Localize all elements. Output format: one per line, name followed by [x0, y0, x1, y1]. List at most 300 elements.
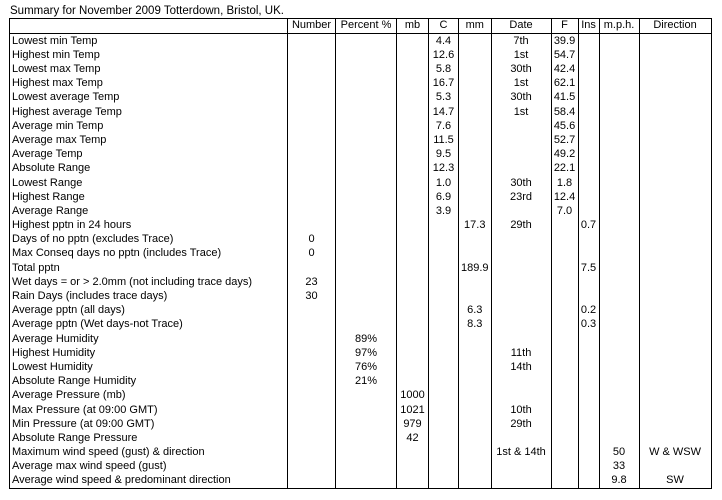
cell-label: Lowest max Temp [10, 63, 288, 77]
cell-mb [397, 119, 429, 133]
table-row [10, 219, 712, 233]
cell-f [551, 247, 578, 261]
cell-mph [599, 176, 639, 190]
cell-mb [397, 48, 429, 62]
cell-number: 0 [288, 233, 336, 247]
cell-percent [336, 389, 397, 403]
cell-mph [599, 134, 639, 148]
header-mm: mm [459, 19, 492, 34]
cell-number [288, 219, 336, 233]
cell-label: Rain Days (includes trace days) [10, 290, 288, 304]
cell-date [491, 148, 551, 162]
cell-label: Wet days = or > 2.0mm (not including trace days) [10, 275, 288, 289]
cell-percent [336, 403, 397, 417]
cell-ins: 7.5 [578, 261, 599, 275]
cell-date [491, 275, 551, 289]
cell-percent [336, 48, 397, 62]
cell-label: Average Humidity [10, 332, 288, 346]
header-f: F [551, 19, 578, 34]
cell-mm: 17.3 [459, 219, 492, 233]
cell-c: 14.7 [429, 105, 459, 119]
cell-f: 41.5 [551, 91, 578, 105]
cell-c [429, 304, 459, 318]
cell-number [288, 148, 336, 162]
cell-f: 1.8 [551, 176, 578, 190]
cell-c [429, 361, 459, 375]
cell-f [551, 219, 578, 233]
cell-direction [639, 290, 711, 304]
cell-direction [639, 460, 711, 474]
cell-mph [599, 275, 639, 289]
cell-date: 1st [491, 48, 551, 62]
cell-percent [336, 261, 397, 275]
cell-mb [397, 247, 429, 261]
cell-c [429, 318, 459, 332]
cell-direction [639, 431, 711, 445]
cell-mm [459, 417, 492, 431]
cell-f [551, 275, 578, 289]
cell-label: Average pptn (all days) [10, 304, 288, 318]
cell-mb [397, 77, 429, 91]
table-row [10, 389, 712, 403]
cell-mph [599, 204, 639, 218]
cell-mph [599, 105, 639, 119]
cell-date: 30th [491, 176, 551, 190]
cell-number [288, 190, 336, 204]
cell-mm [459, 403, 492, 417]
cell-percent [336, 219, 397, 233]
cell-direction [639, 190, 711, 204]
cell-label: Maximum wind speed (gust) & direction [10, 446, 288, 460]
cell-mb [397, 63, 429, 77]
cell-mb [397, 91, 429, 105]
cell-direction [639, 318, 711, 332]
cell-label: Average wind speed & predominant direction [10, 474, 288, 489]
cell-label: Highest Humidity [10, 346, 288, 360]
weather-summary-table [9, 18, 712, 489]
cell-f [551, 431, 578, 445]
cell-c [429, 332, 459, 346]
cell-direction [639, 332, 711, 346]
cell-direction [639, 247, 711, 261]
table-row [10, 119, 712, 133]
cell-direction [639, 162, 711, 176]
cell-percent: 21% [336, 375, 397, 389]
cell-direction [639, 403, 711, 417]
cell-mph [599, 34, 639, 49]
cell-mm [459, 332, 492, 346]
cell-f [551, 446, 578, 460]
table-row [10, 190, 712, 204]
cell-date: 29th [491, 417, 551, 431]
cell-date: 1st & 14th [491, 446, 551, 460]
table-row [10, 290, 712, 304]
cell-mb [397, 148, 429, 162]
cell-number [288, 91, 336, 105]
cell-mm: 189.9 [459, 261, 492, 275]
cell-percent [336, 446, 397, 460]
cell-label: Highest pptn in 24 hours [10, 219, 288, 233]
header-ins: Ins [578, 19, 599, 34]
cell-mm [459, 431, 492, 445]
cell-date [491, 261, 551, 275]
cell-number: 30 [288, 290, 336, 304]
table-row [10, 431, 712, 445]
cell-mb [397, 332, 429, 346]
cell-date [491, 474, 551, 489]
cell-percent [336, 290, 397, 304]
cell-label: Average Temp [10, 148, 288, 162]
cell-direction [639, 261, 711, 275]
cell-date [491, 431, 551, 445]
cell-mb [397, 162, 429, 176]
table-row [10, 148, 712, 162]
cell-ins [578, 77, 599, 91]
cell-f [551, 304, 578, 318]
cell-mph [599, 247, 639, 261]
table-row [10, 261, 712, 275]
cell-ins [578, 460, 599, 474]
cell-percent [336, 134, 397, 148]
cell-number [288, 48, 336, 62]
cell-mb [397, 134, 429, 148]
cell-direction [639, 204, 711, 218]
cell-c: 1.0 [429, 176, 459, 190]
cell-mph [599, 91, 639, 105]
table-row [10, 375, 712, 389]
cell-mph [599, 261, 639, 275]
cell-mph [599, 148, 639, 162]
cell-number [288, 375, 336, 389]
table-row [10, 34, 712, 49]
cell-mb: 1021 [397, 403, 429, 417]
table-row [10, 134, 712, 148]
cell-ins [578, 148, 599, 162]
cell-direction: SW [639, 474, 711, 489]
cell-mb [397, 190, 429, 204]
cell-direction [639, 34, 711, 49]
cell-label: Days of no pptn (excludes Trace) [10, 233, 288, 247]
table-row [10, 346, 712, 360]
cell-percent [336, 247, 397, 261]
cell-c: 16.7 [429, 77, 459, 91]
cell-percent: 76% [336, 361, 397, 375]
cell-mb [397, 318, 429, 332]
table-row [10, 304, 712, 318]
cell-ins [578, 162, 599, 176]
cell-mm [459, 190, 492, 204]
cell-direction [639, 119, 711, 133]
cell-date [491, 162, 551, 176]
cell-c: 7.6 [429, 119, 459, 133]
cell-number [288, 77, 336, 91]
cell-date: 10th [491, 403, 551, 417]
cell-percent [336, 474, 397, 489]
cell-mm [459, 176, 492, 190]
cell-direction [639, 361, 711, 375]
cell-f: 54.7 [551, 48, 578, 62]
cell-mb: 42 [397, 431, 429, 445]
cell-date [491, 134, 551, 148]
table-row [10, 176, 712, 190]
cell-number [288, 346, 336, 360]
table-row [10, 318, 712, 332]
cell-mb [397, 261, 429, 275]
cell-ins [578, 290, 599, 304]
cell-f [551, 318, 578, 332]
cell-c [429, 219, 459, 233]
cell-c: 12.3 [429, 162, 459, 176]
cell-ins [578, 332, 599, 346]
cell-direction [639, 176, 711, 190]
cell-mph [599, 219, 639, 233]
cell-mb [397, 219, 429, 233]
cell-number [288, 176, 336, 190]
cell-percent [336, 105, 397, 119]
cell-label: Absolute Range Humidity [10, 375, 288, 389]
cell-c [429, 261, 459, 275]
cell-percent [336, 190, 397, 204]
cell-direction [639, 48, 711, 62]
cell-number: 0 [288, 247, 336, 261]
cell-c: 6.9 [429, 190, 459, 204]
cell-f: 42.4 [551, 63, 578, 77]
cell-date [491, 332, 551, 346]
cell-direction [639, 63, 711, 77]
table-row [10, 460, 712, 474]
cell-direction: W & WSW [639, 446, 711, 460]
cell-number [288, 63, 336, 77]
cell-mm [459, 290, 492, 304]
cell-label: Total pptn [10, 261, 288, 275]
cell-percent [336, 304, 397, 318]
table-row [10, 77, 712, 91]
cell-date: 29th [491, 219, 551, 233]
cell-ins [578, 34, 599, 49]
cell-number [288, 403, 336, 417]
cell-mm [459, 460, 492, 474]
cell-ins [578, 119, 599, 133]
cell-mph [599, 304, 639, 318]
cell-direction [639, 417, 711, 431]
cell-label: Absolute Range [10, 162, 288, 176]
cell-number [288, 332, 336, 346]
cell-label: Average pptn (Wet days-not Trace) [10, 318, 288, 332]
cell-number [288, 162, 336, 176]
cell-percent [336, 431, 397, 445]
table-row [10, 332, 712, 346]
cell-mph [599, 346, 639, 360]
page-title: Summary for November 2009 Totterdown, Bristol, UK. [10, 5, 284, 17]
table-row [10, 361, 712, 375]
cell-mm [459, 63, 492, 77]
cell-direction [639, 91, 711, 105]
cell-mm [459, 119, 492, 133]
cell-percent [336, 162, 397, 176]
cell-c: 5.3 [429, 91, 459, 105]
cell-mb [397, 275, 429, 289]
cell-c: 3.9 [429, 204, 459, 218]
cell-mph: 33 [599, 460, 639, 474]
cell-mm [459, 375, 492, 389]
cell-label: Highest Range [10, 190, 288, 204]
cell-mph [599, 190, 639, 204]
cell-mb: 1000 [397, 389, 429, 403]
cell-f [551, 261, 578, 275]
cell-direction [639, 275, 711, 289]
table-row [10, 474, 712, 489]
cell-mph: 9.8 [599, 474, 639, 489]
cell-ins [578, 361, 599, 375]
cell-ins [578, 403, 599, 417]
header-percent: Percent % [336, 19, 397, 34]
cell-mm [459, 134, 492, 148]
cell-ins: 0.2 [578, 304, 599, 318]
table-row [10, 63, 712, 77]
cell-f [551, 375, 578, 389]
cell-label: Min Pressure (at 09:00 GMT) [10, 417, 288, 431]
cell-label: Lowest Humidity [10, 361, 288, 375]
cell-number [288, 105, 336, 119]
cell-label: Average Range [10, 204, 288, 218]
cell-date [491, 460, 551, 474]
cell-direction [639, 233, 711, 247]
cell-direction [639, 389, 711, 403]
cell-f [551, 474, 578, 489]
cell-number [288, 119, 336, 133]
cell-f [551, 290, 578, 304]
table-row [10, 162, 712, 176]
header-direction: Direction [639, 19, 711, 34]
cell-ins [578, 389, 599, 403]
cell-label: Average max wind speed (gust) [10, 460, 288, 474]
cell-f [551, 332, 578, 346]
cell-mph [599, 375, 639, 389]
cell-f [551, 417, 578, 431]
cell-ins [578, 190, 599, 204]
table-row [10, 204, 712, 218]
table-row [10, 275, 712, 289]
cell-label: Lowest Range [10, 176, 288, 190]
cell-mm [459, 361, 492, 375]
cell-label: Average min Temp [10, 119, 288, 133]
cell-c [429, 389, 459, 403]
cell-date: 1st [491, 77, 551, 91]
cell-mph [599, 403, 639, 417]
cell-direction [639, 148, 711, 162]
cell-mph [599, 77, 639, 91]
cell-mb [397, 460, 429, 474]
cell-ins [578, 91, 599, 105]
cell-c [429, 460, 459, 474]
cell-mb [397, 474, 429, 489]
cell-direction [639, 219, 711, 233]
cell-c: 12.6 [429, 48, 459, 62]
cell-c: 4.4 [429, 34, 459, 49]
cell-label: Max Pressure (at 09:00 GMT) [10, 403, 288, 417]
cell-c [429, 403, 459, 417]
header-mb: mb [397, 19, 429, 34]
cell-c [429, 275, 459, 289]
cell-f [551, 361, 578, 375]
cell-mm [459, 247, 492, 261]
table-row [10, 91, 712, 105]
cell-date [491, 247, 551, 261]
cell-number [288, 261, 336, 275]
cell-number: 23 [288, 275, 336, 289]
header-number: Number [288, 19, 336, 34]
cell-f: 58.4 [551, 105, 578, 119]
cell-label: Lowest min Temp [10, 34, 288, 49]
cell-mm [459, 389, 492, 403]
cell-direction [639, 134, 711, 148]
cell-label: Highest min Temp [10, 48, 288, 62]
cell-percent [336, 148, 397, 162]
cell-c [429, 474, 459, 489]
cell-mm [459, 105, 492, 119]
cell-number [288, 361, 336, 375]
header-mph: m.p.h. [599, 19, 639, 34]
cell-mm [459, 275, 492, 289]
header-c: C [429, 19, 459, 34]
cell-number [288, 389, 336, 403]
cell-number [288, 204, 336, 218]
cell-number [288, 474, 336, 489]
cell-percent [336, 318, 397, 332]
cell-date: 30th [491, 91, 551, 105]
cell-ins [578, 204, 599, 218]
cell-direction [639, 105, 711, 119]
table-row [10, 403, 712, 417]
header-label [10, 19, 288, 34]
cell-label: Average Pressure (mb) [10, 389, 288, 403]
cell-ins [578, 375, 599, 389]
cell-mm: 8.3 [459, 318, 492, 332]
cell-mm [459, 91, 492, 105]
cell-label: Lowest average Temp [10, 91, 288, 105]
cell-mb [397, 290, 429, 304]
cell-f [551, 346, 578, 360]
cell-date [491, 233, 551, 247]
cell-ins [578, 233, 599, 247]
cell-mm [459, 233, 492, 247]
cell-percent [336, 460, 397, 474]
cell-f [551, 389, 578, 403]
cell-mm [459, 446, 492, 460]
cell-ins [578, 247, 599, 261]
cell-number [288, 34, 336, 49]
cell-f: 49.2 [551, 148, 578, 162]
cell-mph [599, 233, 639, 247]
cell-c [429, 346, 459, 360]
cell-ins [578, 134, 599, 148]
cell-number [288, 431, 336, 445]
cell-mm: 6.3 [459, 304, 492, 318]
cell-ins [578, 431, 599, 445]
cell-label: Highest average Temp [10, 105, 288, 119]
cell-direction [639, 77, 711, 91]
cell-mb [397, 346, 429, 360]
cell-percent: 89% [336, 332, 397, 346]
cell-mph [599, 290, 639, 304]
cell-c [429, 233, 459, 247]
cell-date: 1st [491, 105, 551, 119]
cell-mm [459, 148, 492, 162]
cell-mph [599, 389, 639, 403]
cell-number [288, 318, 336, 332]
cell-mph [599, 417, 639, 431]
cell-percent [336, 63, 397, 77]
